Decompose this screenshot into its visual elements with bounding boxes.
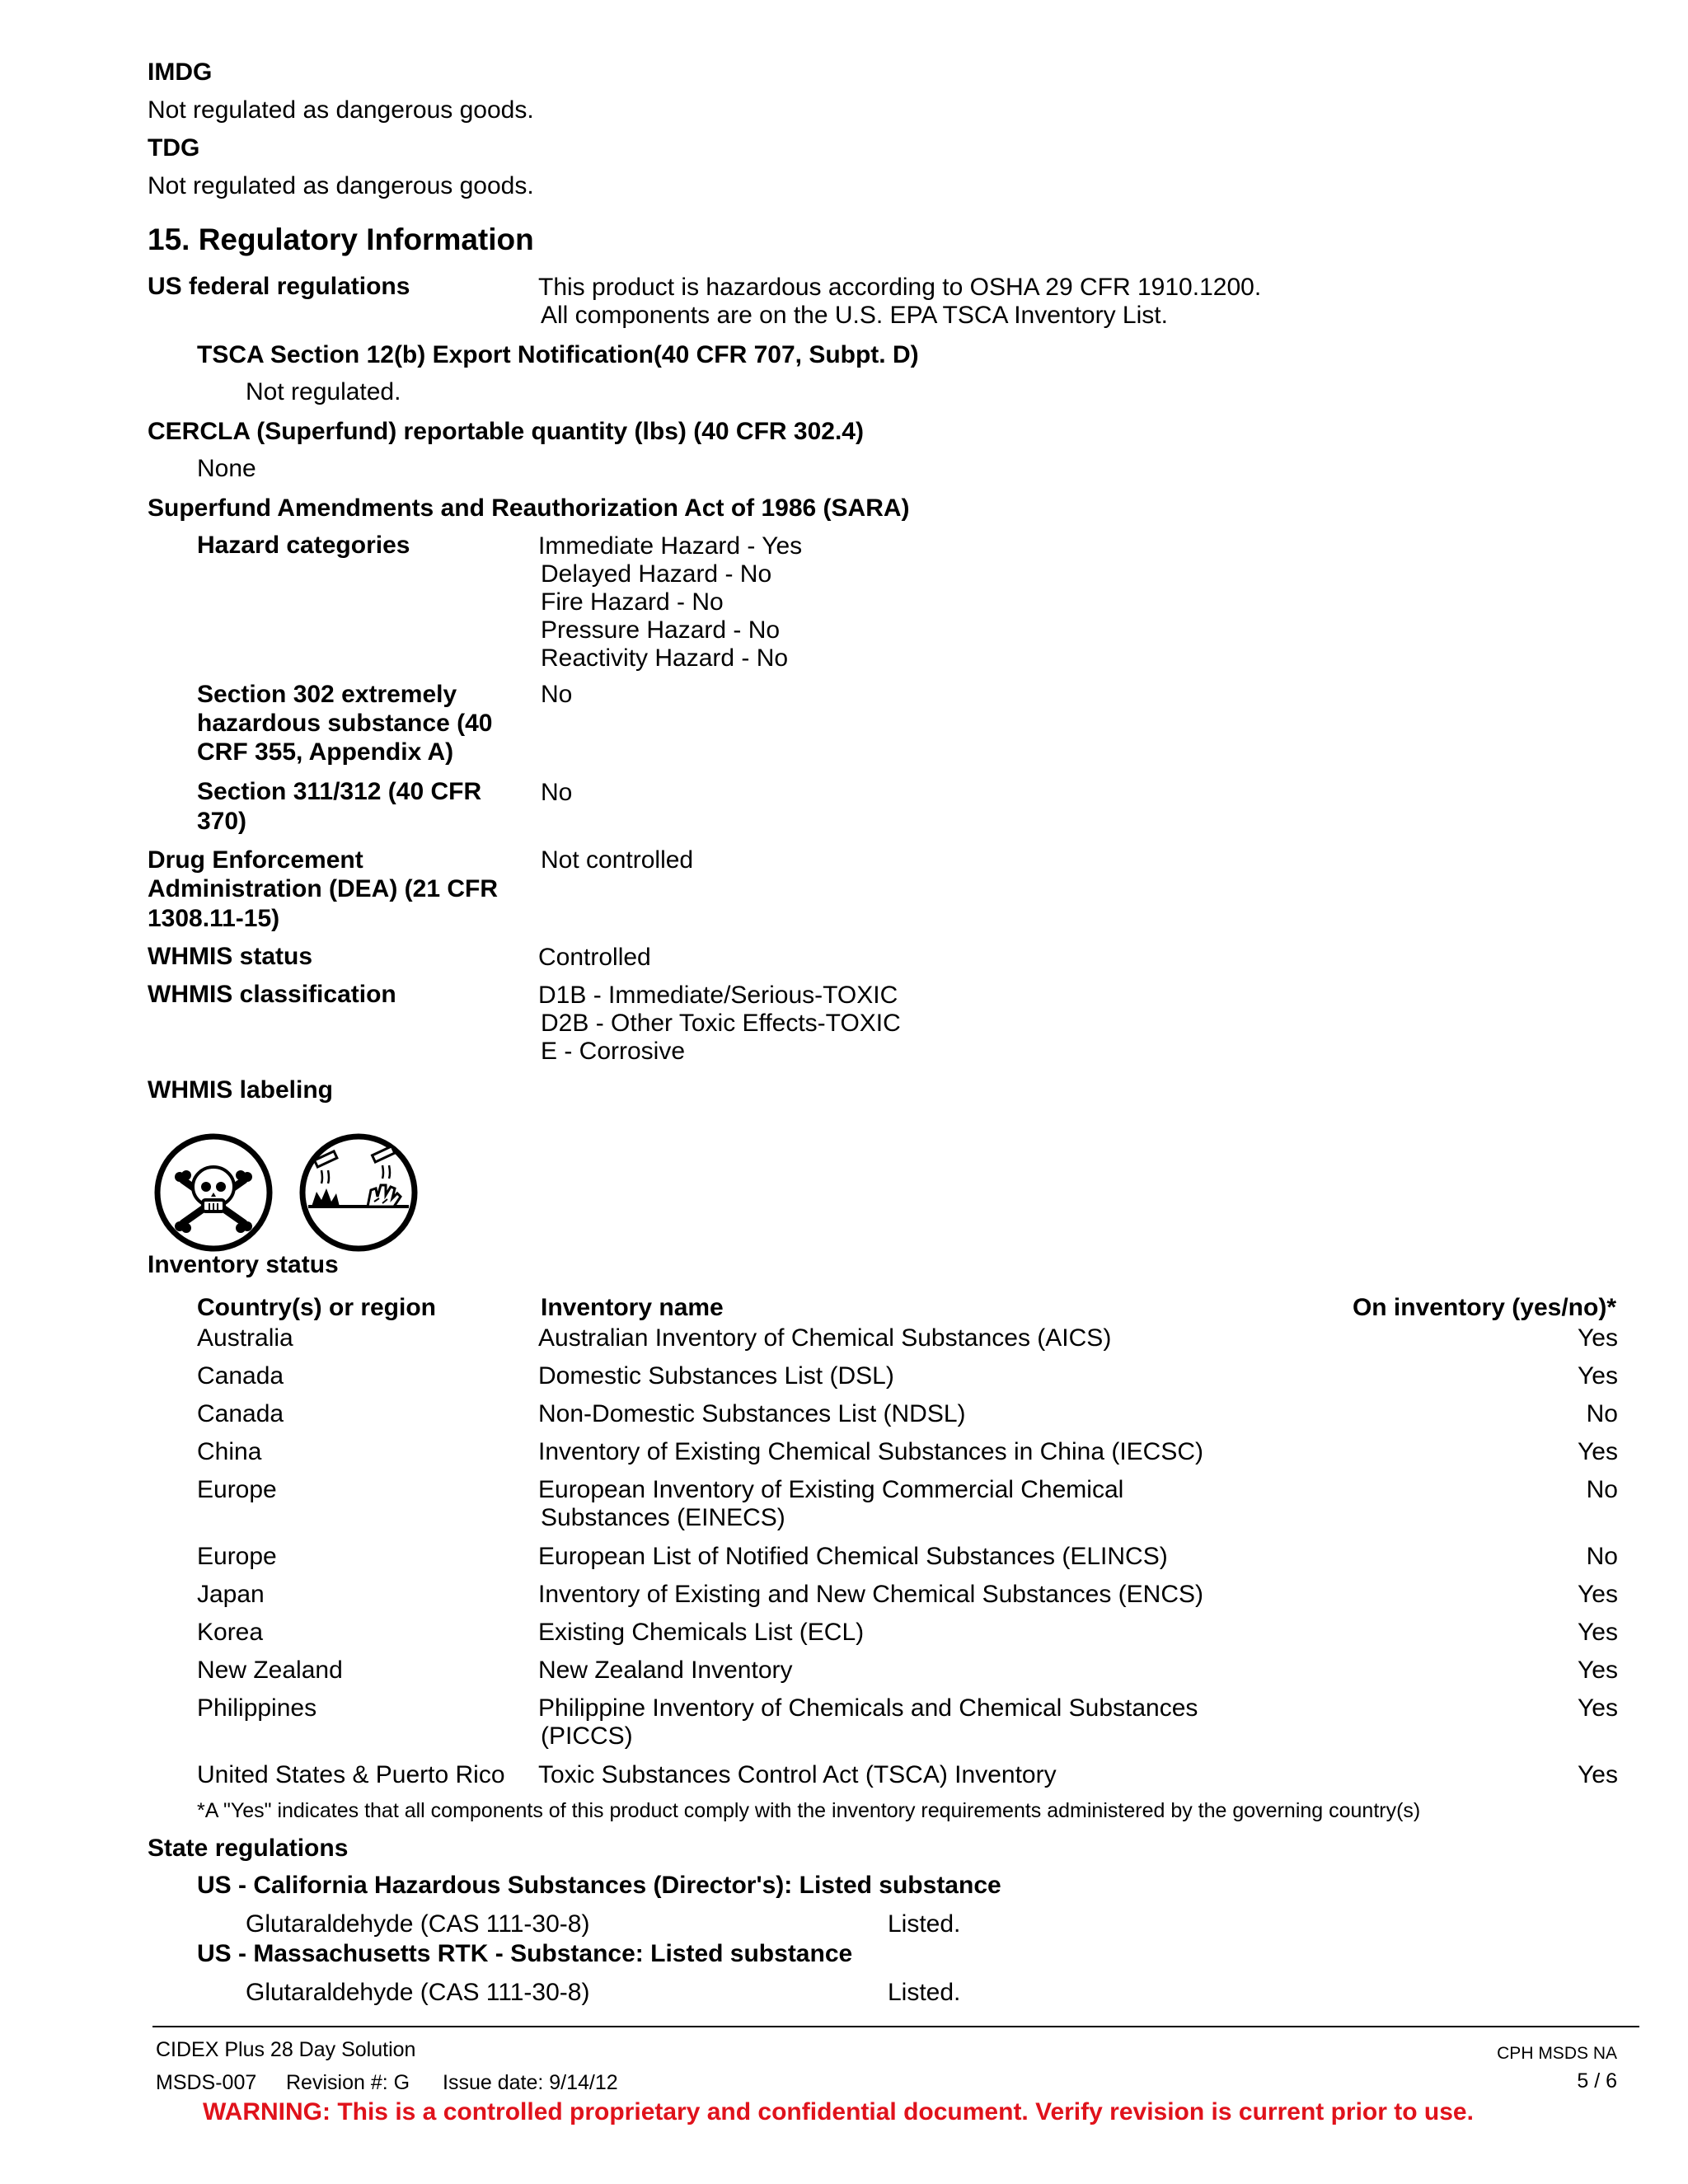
row-region: Europe	[197, 1476, 277, 1503]
row-on-inventory: Yes	[1578, 1362, 1618, 1390]
whmis-status-label: WHMIS status	[148, 943, 313, 970]
us-federal-line: All components are on the U.S. EPA TSCA Inventory List.	[541, 302, 1168, 329]
row-inventory-name: Toxic Substances Control Act (TSCA) Inventory	[538, 1761, 1057, 1788]
row-region: Canada	[197, 1362, 284, 1390]
whmis-labeling-label: WHMIS labeling	[148, 1076, 333, 1104]
row-region: Europe	[197, 1543, 277, 1570]
ca-heading: US - California Hazardous Substances (Director's): Listed substance	[197, 1872, 1001, 1899]
hazard-category: Fire Hazard - No	[541, 588, 724, 616]
footer-revision: Revision #: G	[286, 2071, 410, 2094]
imdg-heading: IMDG	[148, 59, 213, 86]
sara-heading: Superfund Amendments and Reauthorization Act of 1986 (SARA)	[148, 494, 910, 522]
row-region: China	[197, 1438, 262, 1465]
row-inventory-name: Existing Chemicals List (ECL)	[538, 1619, 865, 1646]
row-on-inventory: Yes	[1578, 1694, 1618, 1722]
tsca-heading: TSCA Section 12(b) Export Notification(40 CFR 707, Subpt. D)	[197, 341, 919, 368]
tdg-text: Not regulated as dangerous goods.	[148, 172, 534, 199]
row-inventory-name: European List of Notified Chemical Substances (ELINCS)	[538, 1543, 1168, 1570]
ca-substance: Glutaraldehyde (CAS 111-30-8)	[246, 1910, 590, 1938]
col-header-region: Country(s) or region	[197, 1294, 436, 1321]
ca-status: Listed.	[888, 1910, 961, 1938]
whmis-status-value: Controlled	[538, 944, 651, 971]
s302-label: Section 302 extremely	[197, 681, 457, 708]
row-inventory-name: Philippine Inventory of Chemicals and Chemical Substances	[538, 1694, 1198, 1722]
footer-doc-code: CPH MSDS NA	[1497, 2044, 1617, 2063]
state-heading: State regulations	[148, 1835, 349, 1862]
imdg-text: Not regulated as dangerous goods.	[148, 96, 534, 124]
footer-warning: WARNING: This is a controlled proprietary and confidential document. Verify revision is current prior to use.	[203, 2098, 1474, 2125]
row-inventory-name: Inventory of Existing Chemical Substances in China (IECSC)	[538, 1438, 1204, 1465]
inventory-footnote: *A "Yes" indicates that all components of this product comply with the inventory requirements administered by the governing country(s)	[197, 1799, 1421, 1822]
hazard-category: Immediate Hazard - Yes	[538, 532, 803, 560]
row-region: Japan	[197, 1581, 265, 1608]
row-region: Korea	[197, 1619, 264, 1646]
hazard-category: Delayed Hazard - No	[541, 560, 772, 588]
whmis-class-line: E - Corrosive	[541, 1038, 686, 1065]
whmis-classification-label: WHMIS classification	[148, 981, 396, 1008]
row-inventory-name: Inventory of Existing and New Chemical Substances (ENCS)	[538, 1581, 1204, 1608]
ma-status: Listed.	[888, 1979, 961, 2006]
row-inventory-name: (PICCS)	[541, 1722, 633, 1750]
dea-label: Drug Enforcement	[148, 846, 363, 874]
row-on-inventory: Yes	[1578, 1581, 1618, 1608]
hazard-category: Pressure Hazard - No	[541, 616, 781, 644]
row-region: Philippines	[197, 1694, 317, 1722]
whmis-class-line: D2B - Other Toxic Effects-TOXIC	[541, 1010, 901, 1037]
section-title: 15. Regulatory Information	[148, 223, 534, 256]
footer-page-number: 5 / 6	[1577, 2069, 1617, 2093]
row-on-inventory: Yes	[1578, 1324, 1618, 1352]
dea-value: Not controlled	[541, 846, 694, 874]
whmis-class-line: D1B - Immediate/Serious-TOXIC	[538, 982, 898, 1009]
ma-substance: Glutaraldehyde (CAS 111-30-8)	[246, 1979, 590, 2006]
footer-issue-date: Issue date: 9/14/12	[443, 2071, 618, 2094]
us-federal-line: This product is hazardous according to OSHA 29 CFR 1910.1200.	[538, 274, 1262, 301]
tsca-value: Not regulated.	[246, 378, 401, 405]
row-on-inventory: No	[1586, 1543, 1618, 1570]
col-header-on-inventory: On inventory (yes/no)*	[1352, 1294, 1616, 1321]
row-on-inventory: No	[1586, 1400, 1618, 1427]
s311-value: No	[541, 779, 573, 806]
inventory-heading: Inventory status	[148, 1251, 339, 1278]
corrosive-icon	[297, 1131, 420, 1254]
row-inventory-name: European Inventory of Existing Commercial Chemical	[538, 1476, 1124, 1503]
row-inventory-name: Domestic Substances List (DSL)	[538, 1362, 894, 1390]
row-on-inventory: Yes	[1578, 1619, 1618, 1646]
us-federal-label: US federal regulations	[148, 273, 410, 300]
row-inventory-name: Non-Domestic Substances List (NDSL)	[538, 1400, 966, 1427]
row-region: United States & Puerto Rico	[197, 1761, 505, 1788]
row-inventory-name: Australian Inventory of Chemical Substances (AICS)	[538, 1324, 1112, 1352]
row-region: Canada	[197, 1400, 284, 1427]
cercla-value: None	[197, 455, 256, 482]
s311-label: 370)	[197, 808, 247, 835]
hazard-categories-label: Hazard categories	[197, 532, 410, 559]
footer-product: CIDEX Plus 28 Day Solution	[156, 2038, 416, 2061]
row-on-inventory: Yes	[1578, 1438, 1618, 1465]
footer-divider	[152, 2026, 1639, 2027]
col-header-inventory: Inventory name	[541, 1294, 724, 1321]
cercla-heading: CERCLA (Superfund) reportable quantity (lbs) (40 CFR 302.4)	[148, 418, 864, 445]
hazard-category: Reactivity Hazard - No	[541, 644, 789, 672]
row-on-inventory: Yes	[1578, 1761, 1618, 1788]
s302-value: No	[541, 681, 573, 708]
s302-label: hazardous substance (40	[197, 710, 493, 737]
ma-heading: US - Massachusetts RTK - Substance: Listed substance	[197, 1940, 853, 1967]
footer-msds: MSDS-007	[156, 2071, 257, 2094]
dea-label: Administration (DEA) (21 CFR	[148, 875, 499, 902]
row-inventory-name: Substances (EINECS)	[541, 1504, 785, 1531]
skull-crossbones-icon	[152, 1131, 275, 1254]
tdg-heading: TDG	[148, 134, 200, 162]
s302-label: CRF 355, Appendix A)	[197, 738, 454, 766]
row-region: Australia	[197, 1324, 293, 1352]
row-region: New Zealand	[197, 1657, 343, 1684]
row-on-inventory: No	[1586, 1476, 1618, 1503]
row-inventory-name: New Zealand Inventory	[538, 1657, 793, 1684]
s311-label: Section 311/312 (40 CFR	[197, 778, 482, 805]
dea-label: 1308.11-15)	[148, 905, 280, 932]
row-on-inventory: Yes	[1578, 1657, 1618, 1684]
